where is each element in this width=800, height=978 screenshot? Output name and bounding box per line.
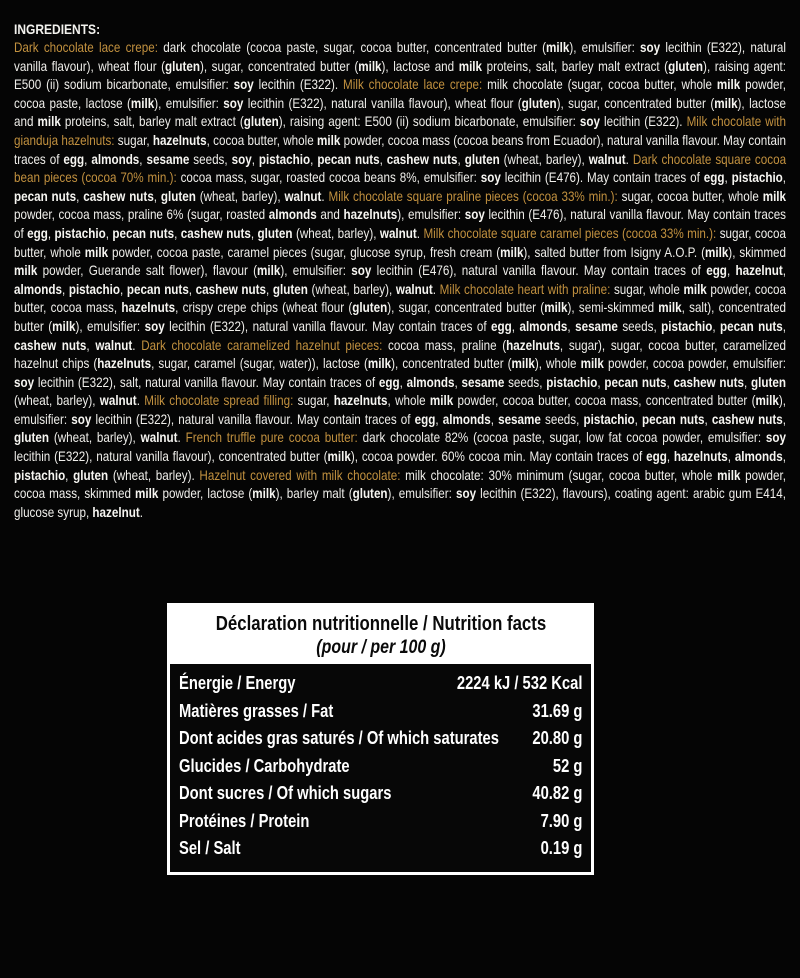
ingredient-allergen: gluten [272,281,308,297]
ingredient-allergen: hazelnuts [333,393,388,409]
nutrition-row [179,725,582,753]
ingredient-allergen: soy [480,170,501,186]
nutrient-label: Énergie / Energy [179,673,296,693]
nutrition-facts-table [167,603,594,875]
ingredient-product-name: French truffle pure cocoa butter: [185,430,358,446]
ingredient-text-run: powder, cocoa paste, lactose ( [14,77,787,111]
ingredient-text-run: , [490,411,499,427]
nutrition-row [179,698,582,726]
ingredient-allergen: milk [755,393,779,409]
ingredient-allergen: soy [579,114,600,130]
ingredient-text-run: , [726,263,736,279]
ingredient-allergen: gluten [352,300,388,316]
nutrient-value: 52 g [552,755,583,776]
ingredient-text-run: ), emulsifier: [569,40,641,55]
ingredient-allergen: soy [640,40,661,55]
ingredient-text-run: ), skimmed [728,244,787,260]
ingredient-allergen: milk [714,95,738,111]
ingredient-text-run: sugar, [293,393,334,409]
ingredient-allergen: hazelnuts [152,132,207,148]
ingredient-allergen: pecan nuts [126,281,189,297]
ingredient-text-run: , [61,281,69,297]
ingredient-text-run: , [712,318,720,334]
ingredient-allergen: milk [458,58,483,74]
ingredient-text-run: sugar, [114,132,153,148]
ingredient-text-run: , [84,151,92,167]
ingredient-allergen: pistachio [731,170,783,186]
ingredient-text-run: , [65,467,74,483]
ingredient-text-run: , [782,318,786,334]
ingredient-text-run: ), emulsifier: [154,95,224,111]
ingredient-allergen: soy [455,486,477,502]
ingredient-allergen: almonds [406,374,455,390]
ingredient-text-run: , whole [387,393,430,409]
ingredient-allergen: soy [223,95,244,111]
ingredient-text-run: ), emulsifier: [280,263,352,279]
ingredient-allergen: pistachio [54,225,106,241]
ingredient-text-run: sugar, cocoa butter, whole [617,188,763,204]
ingredient-allergen: gluten [160,188,196,204]
ingredient-text-run: , [153,188,161,204]
ingredient-text-run: (wheat, barley). [108,467,200,483]
ingredient-allergen: milk [37,114,61,130]
ingredient-text-run: (wheat, barley), [307,281,396,297]
ingredient-text-run: ), cocoa powder. 60% cocoa min. May contain traces of [350,449,647,465]
ingredient-allergen: milk [252,486,276,502]
ingredient-allergen: walnut [99,393,137,409]
ingredient-allergen: egg [378,374,400,390]
ingredient-text-run: ), raising agent: E500 (ii) sodium bicarbonate, emulsifier: [14,58,787,93]
ingredient-product-name: Dark chocolate lace crepe: [14,40,159,55]
ingredient-text-run: proteins, salt, barley malt extract ( [482,58,669,74]
ingredient-text-run: seeds, [189,151,232,167]
ingredient-text-run: , [782,263,787,279]
ingredient-text-run: dark chocolate (cocoa paste, sugar, cocoa butter, concentrated butter ( [158,40,546,55]
ingredient-text-run: dark chocolate 82% (cocoa paste, sugar, low fat cocoa powder, emulsifier: [357,430,766,446]
ingredient-allergen: cashew nuts [83,188,154,204]
ingredient-allergen: milk [14,263,38,279]
ingredient-text-run: , [666,374,674,390]
ingredient-text-run: lecithin (E322), flavours), coating agent: arabic gum E414, glucose syrup, [14,486,787,520]
ingredient-allergen: gluten [257,225,293,241]
ingredient-text-run: powder, lactose ( [158,486,253,502]
ingredient-allergen: soy [231,151,252,167]
ingredient-product-name: Milk chocolate heart with praline: [439,281,611,297]
ingredient-allergen: almonds [734,449,783,465]
ingredient-allergen: sesame [498,411,541,427]
ingredient-text-run: cocoa mass, sugar, roasted cocoa beans 8%, emulsifier: [176,170,481,186]
ingredient-text-run: ), emulsifier: [397,207,465,223]
ingredient-text-run: ), emulsifier: [387,486,456,502]
ingredient-allergen: egg [414,411,436,427]
ingredient-allergen: cashew nuts [386,151,458,167]
ingredient-allergen: hazelnuts [121,300,176,316]
ingredient-text-run: . [416,225,424,241]
ingredient-text-run: , salt), concentrated butter ( [14,300,787,334]
ingredient-text-run: proteins, salt, barley malt extract ( [60,114,244,130]
ingredient-text-run: , cocoa butter, whole [206,132,317,148]
ingredient-text-run: lecithin (E322), natural vanilla flavour), wheat flour ( [243,95,522,111]
ingredient-text-run: ), raising agent: E500 (ii) sodium bicarbonate, emulsifier: [278,114,580,130]
ingredient-product-name: Hazelnut covered with milk chocolate: [199,467,401,483]
ingredient-text-run: sugar, whole [610,281,684,297]
ingredient-text-run: , [435,411,443,427]
ingredient-allergen: pistachio [583,411,635,427]
ingredient-text-run: powder, cocoa mass (cocoa beans from Ecuador), natural vanilla flavour. May contain traces of [14,132,787,167]
ingredient-product-name: Dark chocolate caramelized hazelnut pieces: [141,337,383,353]
ingredient-text-run: . [321,188,329,204]
ingredient-text-run: (wheat, barley), [195,188,285,204]
ingredient-text-run: ), emulsifier: [75,318,145,334]
ingredient-text-run: ), emulsifier: [14,393,786,427]
ingredient-text-run: ), salted butter from Isigny A.O.P. ( [523,244,705,260]
ingredient-allergen: pistachio [258,151,311,167]
ingredient-allergen: milk [658,300,682,316]
nutrient-value: 40.82 g [532,783,583,803]
ingredient-product-name: Milk chocolate square caramel pieces (cocoa 33% min.): [423,225,717,241]
ingredient-allergen: milk [716,77,741,93]
ingredient-allergen: milk [429,393,454,409]
ingredient-allergen: pecan nuts [317,151,380,167]
ingredient-allergen: cashew nuts [711,411,783,427]
ingredient-allergen: milk [130,95,155,111]
ingredient-text-run: , [310,151,318,167]
ingredient-text-run: . [432,281,440,297]
ingredient-allergen: hazelnuts [673,449,728,465]
ingredient-text-run: , [266,281,273,297]
ingredient-allergen: milk [704,244,729,260]
nutrition-title: Déclaration nutritionnelle / Nutrition facts [215,613,546,635]
ingredient-text-run: milk chocolate (sugar, cocoa butter, whole [482,77,717,93]
nutrition-row [179,753,582,781]
ingredient-text-run: ), sugar, concentrated butter ( [556,95,715,111]
ingredient-allergen: egg [703,170,725,186]
ingredients-heading: INGREDIENTS: [14,21,101,37]
ingredient-allergen: sesame [146,151,190,167]
nutrient-label: Matières grasses / Fat [179,700,334,721]
ingredient-product-name: Milk chocolate spread filling: [144,393,294,409]
ingredient-text-run: and [316,207,344,223]
ingredient-allergen: egg [706,263,727,279]
ingredient-allergen: gluten [751,374,787,390]
ingredient-allergen: almonds [14,281,62,297]
ingredient-allergen: walnut [284,188,322,204]
ingredient-text-run: , [250,225,258,241]
ingredient-text-run: powder, cocoa paste, caramel pieces (sugar, glucose syrup, fresh cream ( [108,244,501,260]
ingredient-text-run: , crispy crepe chips (wheat flour ( [175,300,353,316]
nutrient-label: Dont sucres / Of which sugars [179,783,392,803]
ingredient-allergen: hazelnuts [97,356,152,372]
nutrient-value: 31.69 g [532,700,583,721]
ingredient-allergen: almonds [268,207,317,223]
ingredient-allergen: walnut [588,151,626,167]
ingredient-text-run: milk chocolate: 30% minimum (sugar, cocoa butter, whole [400,467,718,483]
ingredient-text-run: , [399,374,407,390]
ingredient-allergen: soy [351,263,372,279]
ingredient-allergen: sesame [461,374,505,390]
ingredient-allergen: cashew nuts [673,374,745,390]
ingredient-text-run: , [782,411,787,427]
ingredient-allergen: milk [84,244,109,260]
nutrient-label: Dont acides gras saturés / Of which saturates [179,728,499,748]
ingredient-text-run: , [457,151,465,167]
ingredient-allergen: hazelnut [92,504,140,520]
ingredient-text-run: powder, cocoa butter, cocoa mass, concentrated butter ( [453,393,756,409]
ingredient-text-run: lecithin (E322). [253,77,344,93]
ingredient-text-run: . [132,337,142,353]
ingredient-text-run: seeds, [504,374,547,390]
ingredient-allergen: milk [52,318,76,334]
ingredient-text-run: seeds, [617,318,662,334]
ingredient-allergen: almonds [91,151,140,167]
ingredient-allergen: milk [135,486,159,502]
ingredient-allergen: gluten [165,58,201,74]
ingredient-text-run: . [177,430,186,446]
ingredients-text [14,39,786,522]
ingredient-allergen: gluten [73,467,109,483]
ingredient-text-run: lecithin (E476), natural vanilla flavour. May contain traces of [14,207,787,241]
ingredient-text-run: , sugar, caramel (sugar, water)), lactose ( [151,356,368,372]
ingredient-allergen: gluten [464,151,500,167]
ingredient-text-run: powder, Guerande salt flower), flavour ( [37,263,258,279]
ingredient-text-run: , [139,151,147,167]
ingredient-text-run: seeds, [540,411,584,427]
ingredient-text-run: , [744,374,752,390]
ingredient-text-run: , [188,281,196,297]
ingredient-text-run: ), barley malt ( [275,486,353,502]
nutrient-value: 2224 kJ / 532 Kcal [456,673,583,693]
nutrition-table-body [170,664,591,872]
ingredient-allergen: milk [683,281,707,297]
ingredient-text-run: ), sugar, concentrated butter ( [200,58,359,74]
ingredient-text-run: , [120,281,127,297]
ingredient-text-run: ), whole [534,356,581,372]
ingredient-text-run: powder, cocoa powder, emulsifier: [603,356,787,372]
ingredient-allergen: cashew nuts [180,225,251,241]
ingredient-product-name: Milk chocolate lace crepe: [343,77,483,93]
nutrient-label: Sel / Salt [179,838,241,858]
ingredient-allergen: milk [257,263,281,279]
ingredient-allergen: gluten [521,95,557,111]
ingredient-text-run: , [724,170,732,186]
nutrient-value: 0.19 g [540,838,583,858]
nutrition-row [179,670,582,698]
ingredient-allergen: milk [717,467,741,483]
ingredient-allergen: egg [27,225,48,241]
ingredient-allergen: cashew nuts [195,281,267,297]
ingredient-text-run: , [634,411,643,427]
ingredient-text-run: , [76,188,84,204]
ingredient-text-run: ), lactose and [14,95,787,130]
ingredient-text-run: , [511,318,520,334]
ingredient-allergen: soy [464,207,485,223]
ingredient-text-run: , [782,449,787,465]
ingredient-allergen: pecan nuts [642,411,705,427]
ingredient-product-name: Milk chocolate with gianduja hazelnuts: [14,114,787,148]
ingredient-text-run: (wheat, barley), [292,225,380,241]
ingredient-text-run: . [136,393,145,409]
ingredient-text-run: lecithin (E322). [599,114,687,130]
ingredient-text-run: , [567,318,576,334]
ingredient-allergen: milk [500,244,524,260]
ingredient-allergen: pecan nuts [604,374,667,390]
ingredient-allergen: milk [316,132,341,148]
ingredient-text-run: lecithin (E476), natural vanilla flavour. May contain traces of [371,263,707,279]
ingredient-text-run: . [139,504,143,520]
nutrition-row [179,835,582,863]
ingredient-allergen: almonds [442,411,491,427]
ingredient-text-run: lecithin (E322), salt, natural vanilla flavour. May contain traces of [34,374,379,390]
ingredient-allergen: pecan nuts [719,318,783,334]
ingredient-allergen: gluten [14,430,49,446]
ingredient-text-run: ), concentrated butter ( [391,356,512,372]
ingredient-text-run: (wheat, barley), [14,393,100,409]
ingredient-allergen: gluten [352,486,388,502]
ingredient-text-run: cocoa mass, praline ( [382,337,507,353]
ingredient-text-run: (wheat, barley), [499,151,589,167]
ingredient-allergen: pistachio [661,318,713,334]
ingredient-text-run: , sugar), sugar, cocoa butter, caramelized hazelnut chips ( [14,337,787,372]
ingredient-text-run: , [105,225,113,241]
ingredient-allergen: soy [765,430,787,446]
ingredients-section [14,20,786,522]
ingredient-allergen: soy [233,77,254,93]
ingredient-text-run: sugar, cocoa butter, whole [14,225,786,260]
ingredient-allergen: sesame [575,318,618,334]
ingredient-allergen: cashew nuts [14,337,87,353]
ingredient-allergen: walnut [395,281,433,297]
ingredient-text-run: , [782,170,787,186]
ingredient-allergen: pistachio [68,281,121,297]
ingredient-text-run: , [251,151,259,167]
nutrition-subtitle: (pour / per 100 g) [315,637,446,658]
ingredient-allergen: milk [762,188,787,204]
ingredient-allergen: hazelnuts [506,337,560,353]
ingredient-allergen: egg [63,151,85,167]
ingredient-allergen: milk [580,356,604,372]
ingredient-text-run: , [666,449,674,465]
ingredient-allergen: hazelnut [735,263,783,279]
ingredient-allergen: milk [545,40,570,55]
ingredient-allergen: almonds [519,318,568,334]
ingredient-allergen: soy [144,318,165,334]
ingredient-text-run: ), lactose and [381,58,459,74]
nutrition-table-header [170,606,591,664]
ingredient-allergen: milk [367,356,392,372]
ingredient-product-name: Dark chocolate square cocoa bean pieces (cocoa 70% min.): [14,151,787,186]
ingredient-text-run: , [174,225,181,241]
ingredient-allergen: pecan nuts [112,225,175,241]
ingredient-allergen: gluten [668,58,704,74]
ingredient-allergen: walnut [95,337,133,353]
ingredient-allergen: milk [511,356,535,372]
ingredient-text-run: (wheat, barley), [48,430,141,446]
ingredient-allergen: egg [491,318,512,334]
ingredient-text-run: , [86,337,96,353]
ingredient-allergen: soy [71,411,92,427]
ingredient-text-run: , [379,151,387,167]
ingredient-allergen: pistachio [14,467,66,483]
ingredient-text-run: ), semi-skimmed [567,300,659,316]
ingredient-text-run: ), sugar, concentrated butter ( [387,300,545,316]
ingredient-text-run: , [727,449,735,465]
ingredient-text-run: , [597,374,605,390]
nutrition-row [179,780,582,808]
nutrition-row [179,808,582,836]
ingredient-allergen: walnut [379,225,417,241]
nutrient-value: 20.80 g [532,728,583,748]
ingredient-text-run: lecithin (E322), natural vanilla flavour), concentrated butter ( [14,449,328,465]
ingredient-text-run: powder, cocoa mass, skimmed [14,467,787,502]
ingredient-allergen: pistachio [546,374,598,390]
ingredient-allergen: walnut [140,430,178,446]
ingredient-text-run: lecithin (E322), natural vanilla flavour), wheat flour ( [14,40,786,74]
ingredient-allergen: milk [358,58,382,74]
ingredient-text-run: , [704,411,712,427]
ingredient-product-name: Milk chocolate square praline pieces (cocoa 33% min.): [328,188,618,204]
ingredient-allergen: hazelnuts [343,207,398,223]
ingredient-allergen: pecan nuts [14,188,77,204]
ingredient-text-run: , [454,374,462,390]
ingredient-allergen: soy [14,374,35,390]
ingredient-allergen: milk [544,300,568,316]
ingredient-text-run: powder, cocoa mass, praline 6% (sugar, roasted [14,207,269,223]
ingredient-text-run: lecithin (E322), natural vanilla flavour. May contain traces of [164,318,492,334]
ingredient-allergen: gluten [243,114,279,130]
ingredient-allergen: egg [646,449,667,465]
ingredient-text-run: lecithin (E476). May contain traces of [500,170,704,186]
nutrient-value: 7.90 g [540,810,583,831]
ingredient-text-run: , [47,225,55,241]
nutrient-label: Glucides / Carbohydrate [179,755,350,776]
ingredient-text-run: lecithin (E322), natural vanilla flavour. May contain traces of [91,411,415,427]
ingredient-allergen: milk [327,449,351,465]
ingredient-text-run: powder, cocoa butter, cocoa mass, [14,281,786,316]
ingredient-text-run: . [625,151,633,167]
nutrient-label: Protéines / Protein [179,810,310,831]
